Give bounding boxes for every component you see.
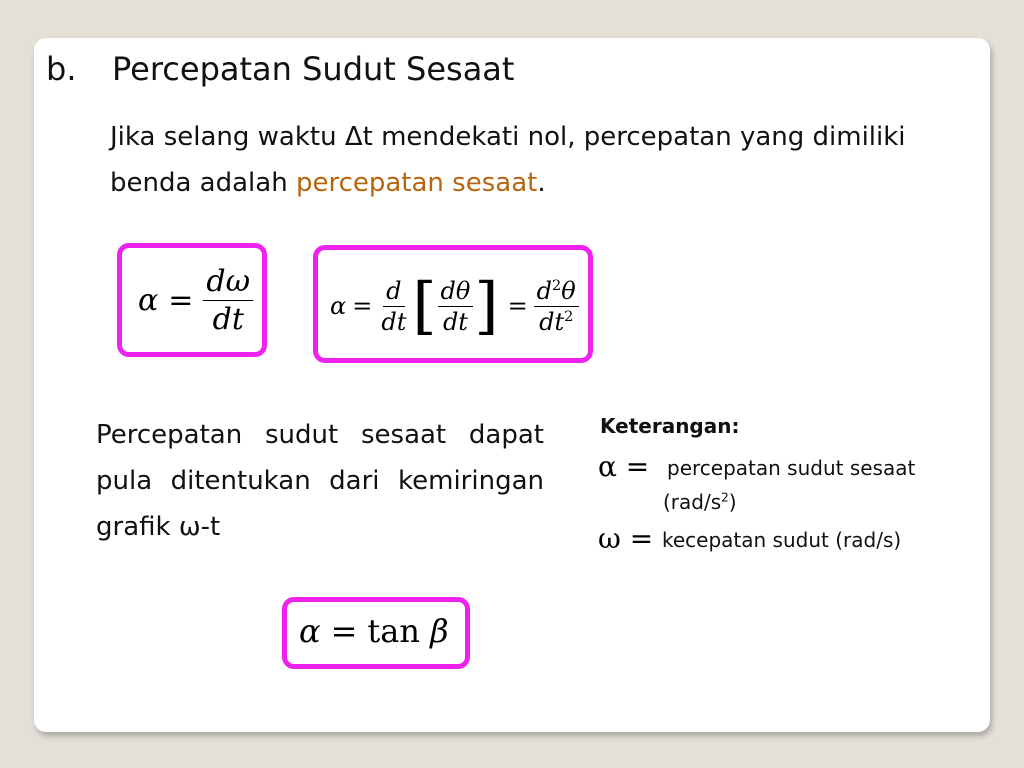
intro-period: .	[537, 168, 546, 198]
legend-title: Keterangan:	[600, 414, 740, 438]
slope-description: Percepatan sudut sesaat dapat pula ditentukan dari kemiringan grafik ω-t	[96, 420, 544, 542]
equation-alpha-domega-dt: α = $\frac{d\omega}{dt}$	[138, 260, 253, 340]
legend-symbol-omega: ω =	[598, 522, 654, 555]
equation-box-second-derivative	[313, 245, 593, 363]
intro-paragraph	[110, 114, 910, 206]
section-marker: b.	[46, 50, 77, 88]
legend-text-omega: kecepatan sudut (rad/s)	[662, 528, 902, 552]
section-title: Percepatan Sudut Sesaat	[112, 50, 515, 88]
equation-alpha-tan-beta: α = tan β	[299, 612, 449, 650]
section-heading	[46, 50, 514, 88]
equation-alpha-d2theta-dt2: α = $\frac{d}{dt}$ [ $\frac{d\theta}{dt}$ ] = $\frac{d^2\theta}{dt^2}$	[330, 264, 579, 348]
equation-box-definition	[117, 243, 267, 357]
intro-highlight: percepatan sesaat	[295, 168, 538, 198]
intro-text: Jika selang waktu Δt mendekati nol, percepatan yang dimiliki benda adalah	[110, 122, 906, 198]
legend-unit-alpha: $(rad/s^2)$	[663, 490, 737, 514]
equation-box-tangent	[282, 597, 470, 669]
legend-text-alpha: percepatan sudut sesaat	[667, 456, 916, 480]
legend-symbol-alpha: α =	[598, 450, 650, 483]
